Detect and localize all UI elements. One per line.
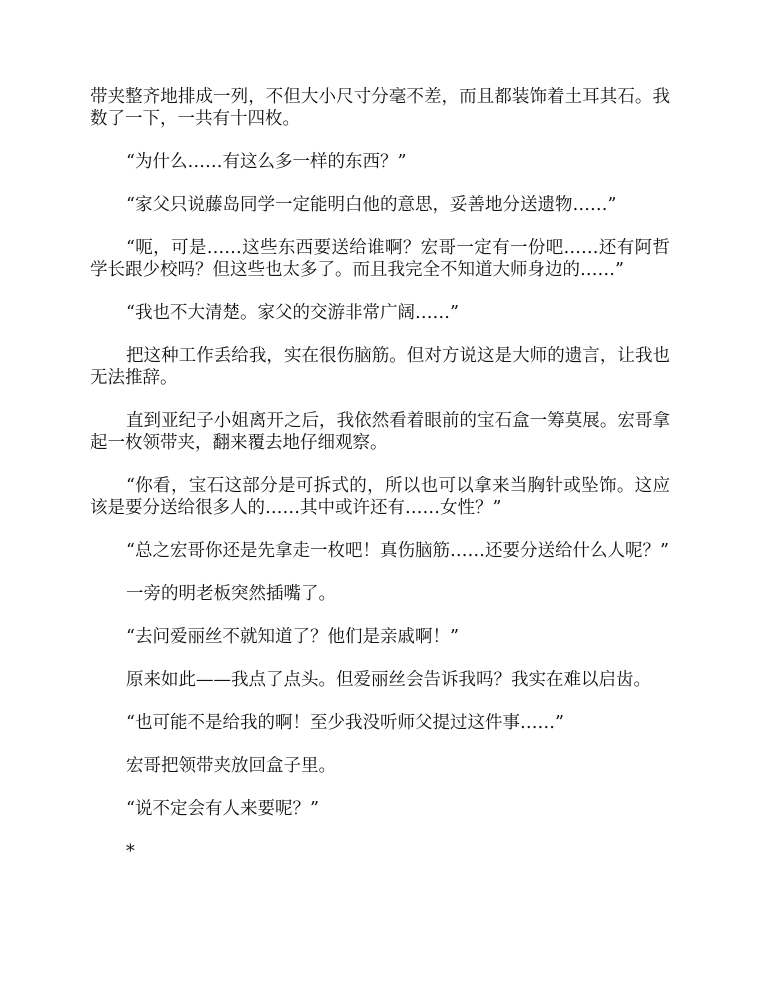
paragraph-7: 直到亚纪子小姐离开之后，我依然看着眼前的宝石盒一筹莫展。宏哥拿起一枚领带夹，翻来覆去地仔细观察。 [90,411,670,453]
paragraph-1: 带夹整齐地排成一列，不但大小尺寸分毫不差，而且都装饰着土耳其石。我数了一下，一共有十四枚。 [90,87,670,129]
paragraph-5: “我也不大清楚。家父的交游非常广阔……” [126,303,459,323]
paragraph-10: 一旁的明老板突然插嘴了。 [126,584,336,604]
paragraph-12: 原来如此——我点了点头。但爱丽丝会告诉我吗？我实在难以启齿。 [126,670,651,690]
paragraph-8: “你看，宝石这部分是可拆式的，所以也可以拿来当胸针或坠饰。这应该是要分送给很多人的……其中或许还有……女性？” [90,476,670,518]
paragraph-14: 宏哥把领带夹放回盒子里。 [126,756,336,776]
book-page [90,86,670,884]
paragraph-2: “为什么……有这么多一样的东西？” [126,152,407,172]
paragraph-6: 把这种工作丢给我，实在很伤脑筋。但对方说这是大师的遗言，让我也无法推辞。 [90,346,670,388]
paragraph-3: “家父只说藤岛同学一定能明白他的意思，妥善地分送遗物……” [126,195,617,215]
paragraph-13: “也可能不是给我的啊！至少我没听师父提过这件事……” [126,713,564,733]
paragraph-9: “总之宏哥你还是先拿走一枚吧！真伤脑筋……还要分送给什么人呢？” [126,541,669,561]
paragraph-4: “呃，可是……这些东西要送给谁啊？宏哥一定有一份吧……还有阿哲学长跟少校吗？但这些也太多了。而且我完全不知道大师身边的……” [90,238,670,280]
paragraph-11: “去问爱丽丝不就知道了？他们是亲戚啊！” [126,627,459,647]
paragraph-15: “说不定会有人来要呢？” [126,799,319,819]
section-break-mark: * [126,842,135,862]
